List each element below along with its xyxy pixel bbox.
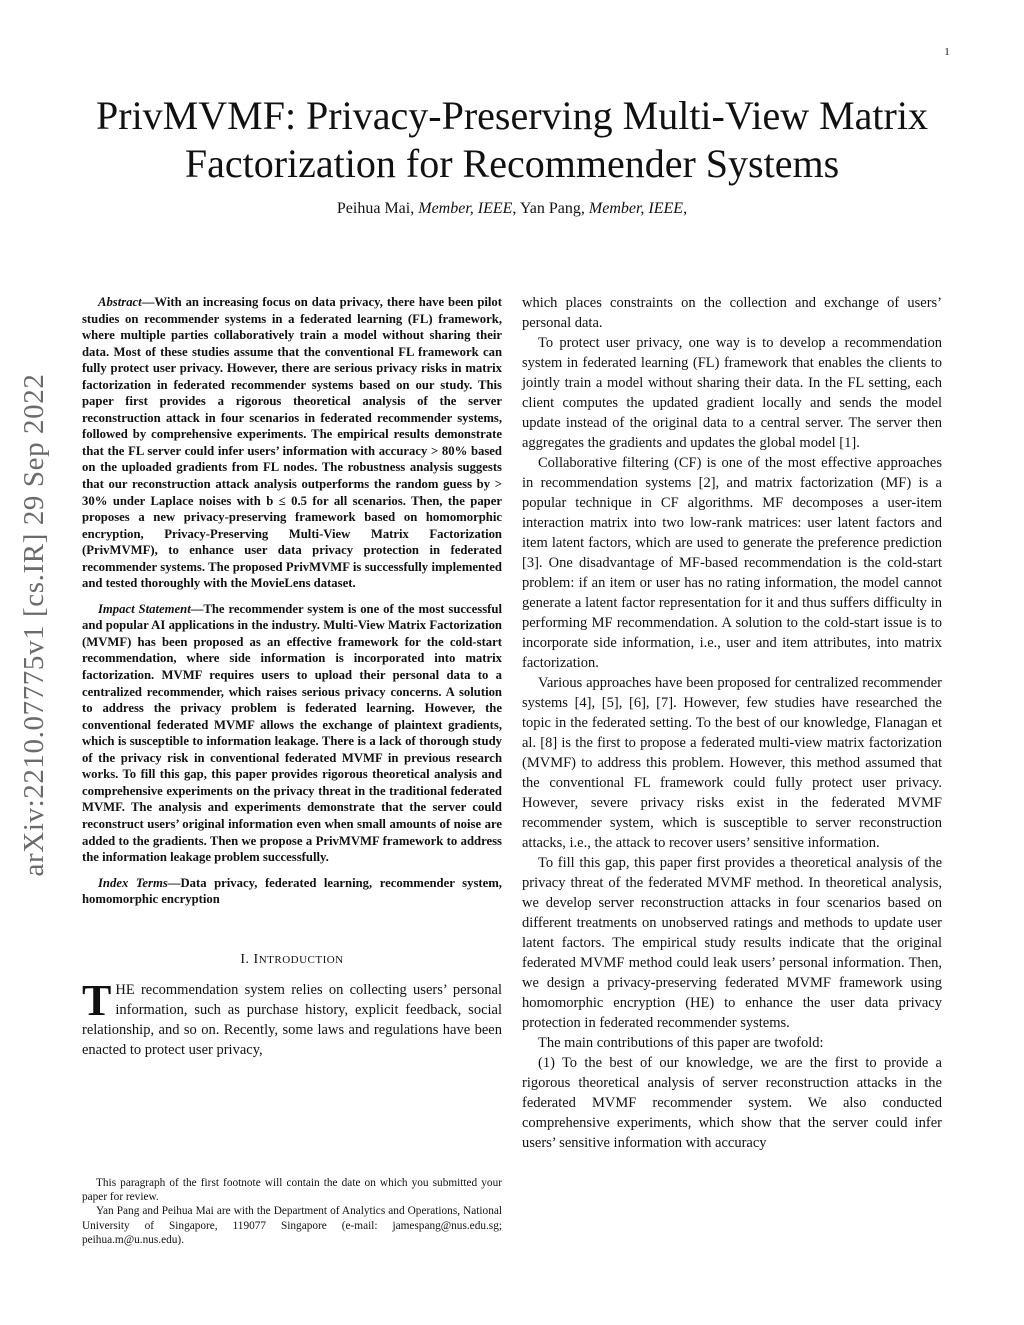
body-paragraph: To protect user privacy, one way is to develop a recommendation system in federated learning (FL) framework that enables the clients to jointly train a model without sharing their data. In the FL setting, each client computes the updated gradient locally and sends the model update instead of the original data to a central server. The server then aggregates the gradients and updates the global model [1]. <box>522 335 942 451</box>
intro-text: HE recommendation system relies on collecting users’ personal information, such as purchase history, explicit feedback, social relationship, and so on. Recently, some laws and regulations have been enacted to protect user privacy, <box>82 981 502 1058</box>
section-name-initial: I <box>253 951 259 967</box>
author-separator: , Yan Pang, <box>512 200 589 217</box>
abstract <box>82 294 502 592</box>
page-number: 1 <box>944 46 950 58</box>
footnotes <box>82 1176 502 1247</box>
left-column <box>82 294 502 1060</box>
body-paragraph: Collaborative filtering (CF) is one of the most effective approaches in recommendation systems [2], and matrix factorization (MF) is a popular technique in CF algorithms. MF decomposes a user-item interaction matrix into two low-rank matrices: user latent factors and item latent factors, which are used to generate the preference prediction [3]. One disadvantage of MF-based recommendation is the cold-start problem: if an item or user has no rating information, the model cannot generate a latent factor representation for it and thus suffers difficulty in performing MF recommendation. A solution to the cold-start issue is to incorporate side information, i.e., user and item attributes, into matrix factorization. <box>522 455 942 671</box>
intro-paragraph <box>82 975 502 1060</box>
impact-statement <box>82 601 502 866</box>
footnote-2: Yan Pang and Peihua Mai are with the Department of Analytics and Operations, National University of Singapore, 119077 Singapore (e-mail: jamespang@nus.edu.sg; peihua.m@u.nus.edu). <box>82 1205 502 1246</box>
drop-cap: T <box>82 975 112 1025</box>
author-1: Peihua Mai, <box>336 200 419 217</box>
author-line <box>40 200 984 218</box>
author-end: , <box>683 200 688 217</box>
index-terms-text: —Data privacy, federated learning, recommender system, homomorphic encryption <box>82 875 502 907</box>
author-1-membership: Member, IEEE <box>418 200 513 217</box>
paper-title: PrivMVMF: Privacy-Preserving Multi-View Matrix Factorization for Recommender Systems <box>96 93 928 186</box>
right-column <box>522 293 942 1153</box>
abstract-label: Abstract <box>98 295 142 309</box>
index-terms <box>82 875 502 908</box>
author-2-membership: Member, IEEE <box>588 200 684 217</box>
body-paragraph: (1) To the best of our knowledge, we are the first to provide a rigorous theoretical analysis of server reconstruction attacks in the federated MVMF recommender system. We also conducted comprehensive experiments, which show that the server could infer users’ sensitive information with accuracy <box>522 1055 942 1151</box>
abstract-text: —With an increasing focus on data privacy, there have been pilot studies on recommender systems in a federated learning (FL) framework, where multiple parties collaboratively train a model without sharing their data. Most of these studies assume that the conventional FL framework can fully protect user privacy. However, there are serious privacy risks in matrix factorization in federated recommender systems based on our study. This paper first provides a rigorous theoretical analysis of the server reconstruction attack in four scenarios in federated recommender systems, followed by comprehensive experiments. The empirical results demonstrate that the FL server could infer users’ information with accuracy > 80% based on the uploaded gradients from FL nodes. The robustness analysis suggests that our reconstruction attack analysis outperforms the random guess by > 30% under Laplace noises with b ≤ 0.5 for all scenarios. Then, the paper proposes a new privacy-preserving framework based on homomorphic encryption, Privacy-Preserving Multi-View Matrix Factorization (PrivMVMF), to enhance user data privacy protection in federated recommender systems. The proposed PrivMVMF is successfully implemented and tested thoroughly with the MovieLens dataset. <box>82 295 502 591</box>
body-paragraph: Various approaches have been proposed for centralized recommender systems [4], [5], [6], [7]. However, few studies have researched the topic in the federated setting. To the best of our knowledge, Flanagan et al. [8] is the first to propose a federated multi-view matrix factorization (MVMF) to address this problem. However, this method assumed that the conventional FL framework could fully protect user privacy. However, severe privacy risks exist in the federated MVMF recommender system, which is susceptible to server reconstruction attacks, i.e., the attack to recover users’ sensitive information. <box>522 675 942 851</box>
section-heading <box>82 952 502 968</box>
footnote-1: This paragraph of the first footnote will contain the date on which you submitted your paper for review. <box>82 1177 502 1204</box>
index-terms-label: Index Terms <box>98 875 168 890</box>
body-paragraph: To fill this gap, this paper first provides a theoretical analysis of the privacy threat of the federated MVMF method. In theoretical analysis, we develop server reconstruction attacks in four scenarios based on different treatments on unobserved ratings and methods to update user latent factors. The empirical study results indicate that the original federated MVMF method could leak users’ personal information. Then, we design a privacy-preserving federated MVMF framework using homomorphic encryption (HE) to enhance the user data privacy protection in federated recommender systems. <box>522 855 942 1031</box>
section-name-rest: NTRODUCTION <box>258 953 344 966</box>
impact-text: —The recommender system is one of the most successful and popular AI applications in the industry. Multi-View Matrix Factorization (MVMF) has been proposed as an effective framework for the cold-start recommendation, where side information is incorporated into matrix factorization. MVMF requires users to upload their personal data to a centralized recommender, which raises serious privacy concerns. A solution to address the privacy problem is federated learning. However, the conventional federated MVMF allows the exchange of plaintext gradients, which is susceptible to information leakage. There is a lack of thorough study of the privacy risk in conventional federated MVMF in previous research works. To fill this gap, this paper provides rigorous theoretical analysis and comprehensive experiments on the privacy threat in the traditional federated MVMF. The analysis and experiments demonstrate that the server could reconstruct users’ original information even when small amounts of noise are added to the gradients. Then we propose a PrivMVMF framework to address the information leakage problem successfully. <box>82 601 502 865</box>
section-number: I. <box>240 951 254 967</box>
body-paragraph: The main contributions of this paper are twofold: <box>538 1035 824 1051</box>
impact-label: Impact Statement <box>98 601 191 616</box>
body-paragraph: which places constraints on the collection and exchange of users’ personal data. <box>522 295 942 331</box>
arxiv-stamp: arXiv:2210.07775v1 [cs.IR] 29 Sep 2022 <box>18 373 50 877</box>
